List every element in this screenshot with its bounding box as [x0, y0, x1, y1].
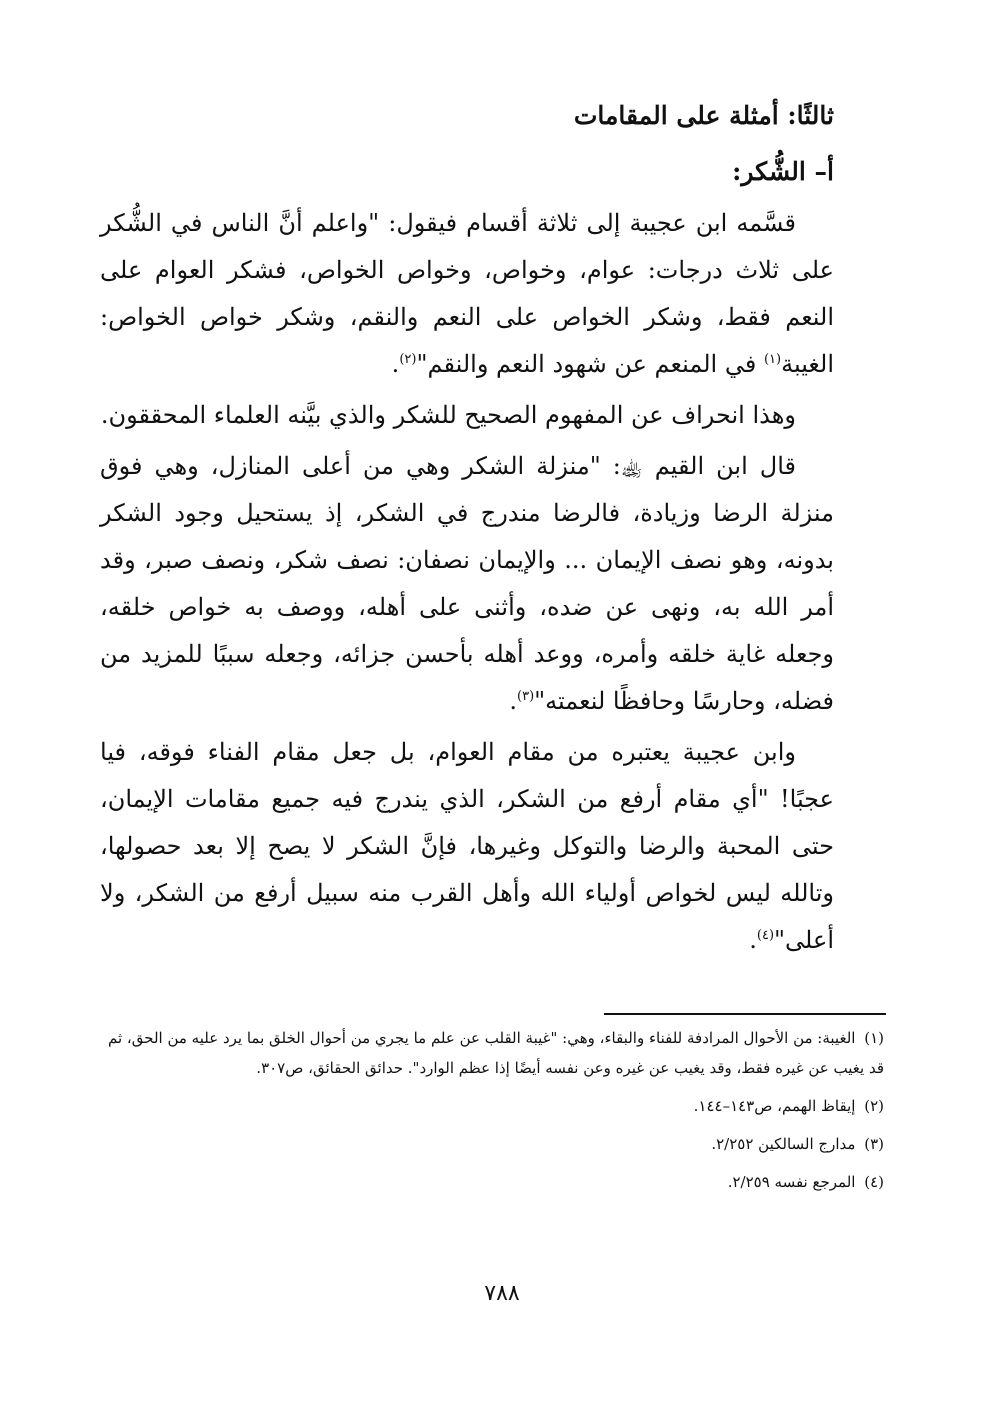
footnote-4	[100, 1167, 884, 1197]
paragraph-ibn-ajiba-division	[100, 200, 834, 388]
paragraph-text: قسَّمه ابن عجيبة إلى ثلاثة أقسام فيقول: "واعلم أنَّ الناس في الشُّكر على ثلاث درجات: عوام، وخواص، وخواص الخواص، فشكر العوام على النعم فقط، وشكر الخواص على النعم والنقم، وشكر خواص الخواص: الغيبة	[100, 209, 834, 378]
footnote-ref-1[interactable]: (١)	[763, 352, 782, 367]
paragraph-deviation-note	[100, 392, 834, 439]
footnote-separator	[604, 1013, 886, 1015]
footnote-number: (٤)	[864, 1173, 884, 1191]
footnote-number: (٢)	[864, 1097, 884, 1115]
footnote-text: الغيبة: من الأحوال المرادفة للفناء والبقاء، وهي: "غيبة القلب عن علم ما يجري من أحوال الخلق بما يرد عليه من الحق، ثم قد يغيب عن غيره فقط، وقد يغيب عن غيره وعن نفسه أيضًا إذا عظم الوارد". حدائق الحقائق، ص٣٠٧.	[108, 1029, 884, 1077]
section-heading: ثالثًا: أمثلة على المقامات	[573, 101, 834, 130]
paragraph-text: وهذا انحراف عن المفهوم الصحيح للشكر والذي بيَّنه العلماء المحققون.	[100, 401, 796, 429]
footnotes-section	[100, 1023, 884, 1205]
footnote-number: (١)	[864, 1029, 884, 1047]
footnote-text: إيقاظ الهمم، ص١٤٣–١٤٤.	[693, 1097, 856, 1115]
paragraph-text: في المنعم عن شهود النعم والنقم"	[416, 350, 764, 378]
footnote-ref-4[interactable]: (٤)	[756, 928, 775, 943]
paragraph-end: .	[509, 687, 517, 715]
paragraph-end: .	[391, 350, 400, 378]
footnote-ref-2[interactable]: (٢)	[399, 352, 417, 367]
paragraph-end: .	[749, 926, 757, 954]
footnote-3	[100, 1129, 884, 1159]
footnote-text: المرجع نفسه ٢/٢٥٩.	[727, 1173, 856, 1191]
footnote-text: مدارج السالكين ٢/٢٥٢.	[711, 1135, 856, 1153]
footnote-ref-3[interactable]: (٣)	[517, 689, 535, 704]
footnote-2	[100, 1091, 884, 1121]
paragraph-text: وابن عجيبة يعتبره من مقام العوام، بل جعل مقام الفناء فوقه، فيا عجبًا! "أي مقام أرفع من الشكر، الذي يندرج فيه جميع مقامات الإيمان، حتى المحبة والرضا والتوكل وغيرها، فإنَّ الشكر لا يصح إلا بعد حصولها، وتالله ليس لخواص أولياء الله وأهل القرب منه سبيل أرفع من الشكر، ولا أعلى"	[100, 738, 834, 954]
page-number: ٧٨٨	[484, 1281, 520, 1306]
footnote-1	[100, 1023, 884, 1083]
paragraph-ibn-qayyim-quote	[100, 443, 834, 725]
footnote-number: (٣)	[864, 1135, 884, 1153]
subsection-heading: أ– الشُّكر:	[732, 157, 834, 186]
main-text-body	[100, 88, 834, 964]
paragraph-critique	[100, 729, 834, 964]
paragraph-text: قال ابن القيم ﵀: "منزلة الشكر وهي من أعلى المنازل، وهي فوق منزلة الرضا وزيادة، فالرضا مندرج في الشكر، إذ يستحيل وجود الشكر بدونه، وهو نصف الإيمان ... والإيمان نصفان: نصف شكر، ونصف صبر، وقد أمر الله به، ونهى عن ضده، وأثنى على أهله، ووصف به خواص خلقه، وجعله غاية خلقه وأمره، ووعد أهله بأحسن جزائه، وجعله سببًا للمزيد من فضله، وحارسًا وحافظًا لنعمته"	[100, 452, 834, 715]
